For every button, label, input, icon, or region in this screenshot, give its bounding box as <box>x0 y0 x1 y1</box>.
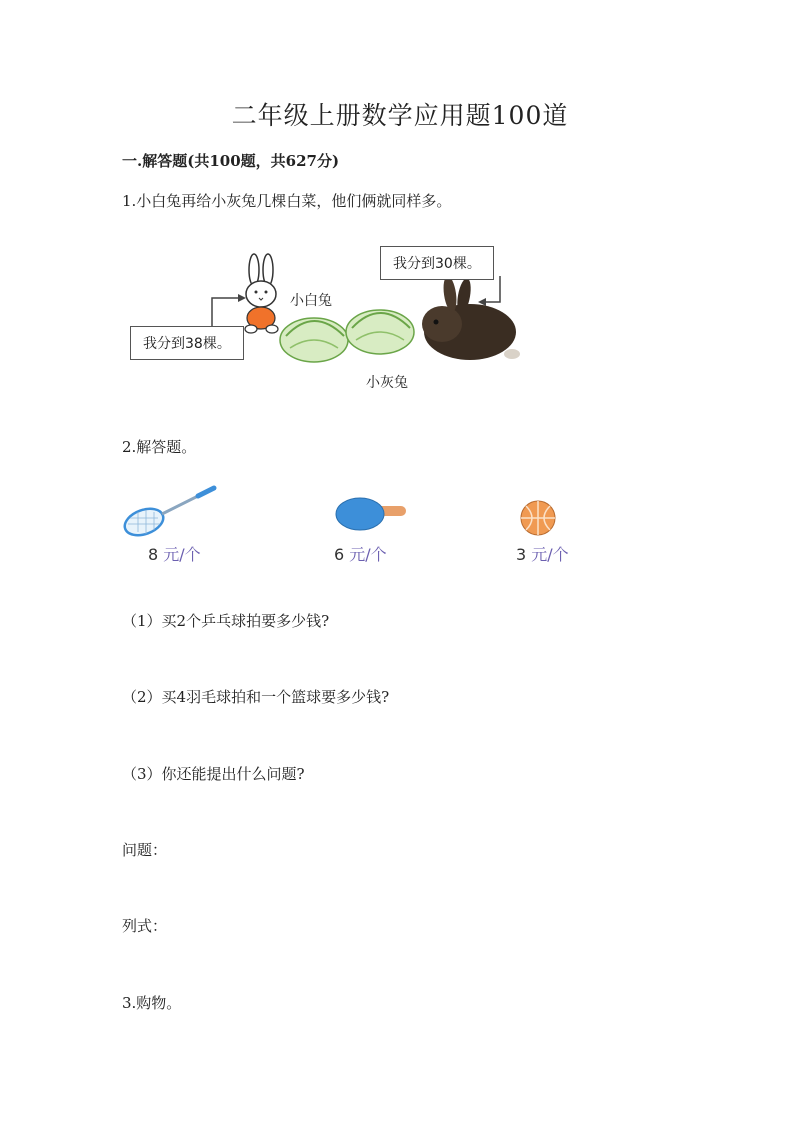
price-value: 3 <box>516 545 527 564</box>
price-value: 6 <box>334 545 345 564</box>
section-heading: 一.解答题(共100题，共627分) <box>122 152 340 170</box>
price-unit: 元/个 <box>531 545 569 564</box>
price-item-2 <box>334 542 387 565</box>
question-3-text: 3.购物。 <box>122 994 182 1012</box>
question-2-text: 2.解答题。 <box>122 438 197 456</box>
price-item-1 <box>148 542 201 565</box>
price-unit: 元/个 <box>349 545 387 564</box>
page-title: 二年级上册数学应用题100道 <box>231 101 569 130</box>
price-value: 8 <box>148 545 159 564</box>
white-rabbit-icon <box>245 254 278 333</box>
arrow-to-white-rabbit <box>212 298 238 326</box>
price-item-3 <box>516 542 569 565</box>
sub-question-3: （3）你还能提出什么问题? <box>122 765 305 783</box>
cabbage-icon <box>346 310 414 354</box>
label-white-rabbit: 小白兔 <box>290 293 332 309</box>
left-speech-box: 我分到38棵。 <box>130 326 244 360</box>
sports-price-figure <box>110 480 610 570</box>
pingpong-paddle-icon <box>332 492 412 540</box>
right-speech-box: 我分到30棵。 <box>380 246 494 280</box>
basketball-icon <box>518 498 562 538</box>
badminton-racket-icon <box>110 480 230 540</box>
question-1-text: 1.小白兔再给小灰兔几棵白菜，他们俩就同样多。 <box>122 192 452 210</box>
label-gray-rabbit: 小灰兔 <box>366 375 408 391</box>
gray-rabbit-icon <box>422 275 520 360</box>
sub-question-2: （2）买4羽毛球拍和一个篮球要多少钱? <box>122 688 390 706</box>
sub-question-1: （1）买2个乒乓球拍要多少钱? <box>122 612 330 630</box>
price-unit: 元/个 <box>163 545 201 564</box>
question-label: 问题： <box>122 841 168 859</box>
cabbage-icon <box>280 318 348 362</box>
formula-label: 列式： <box>122 917 168 935</box>
rabbit-cabbage-figure <box>120 236 540 406</box>
